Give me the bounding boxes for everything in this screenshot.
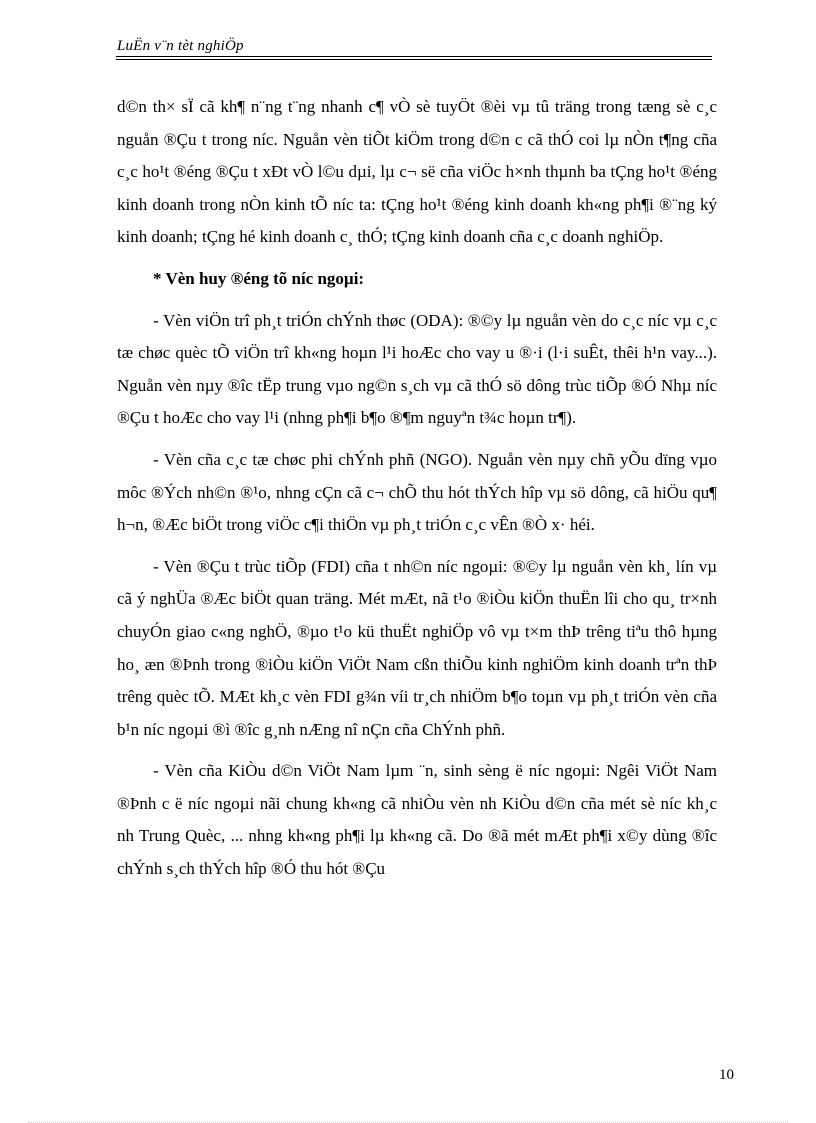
page-body (117, 91, 717, 895)
section-heading-foreign-capital: * Vèn huy ®éng tõ níc ngoµi: (153, 268, 365, 288)
paragraph-savings-continuation: d©n th× sÏ cã kh¶ n¨ng t¨ng nhanh c¶ vÒ sè tuyÖt ®èi vµ tû träng trong tæng sè c¸c nguån ®Çu t trong níc. Nguån vèn tiÕt kiÖm trong d©n c cã thÓ coi lµ nÒn t¶ng cña c¸c ho¹t ®éng ®Çu t xÐt vÒ l©u dµi, lµ c¬ së cña viÖc h×nh thµnh ba tÇng ho¹t ®éng kinh doanh trong nÒn kinh tÕ níc ta: tÇng ho¹t ®éng kinh doanh kh«ng ph¶i ®¨ng ký kinh doanh; tÇng hé kinh doanh c¸ thÓ; tÇng kinh doanh cña c¸c doanh nghiÖp. (117, 97, 717, 247)
running-header: LuËn v¨n tèt nghiÖp (117, 38, 244, 54)
header-rule-double (116, 59, 712, 60)
page-number: 10 (719, 1067, 734, 1083)
paragraph-ngo: - Vèn cña c¸c tæ chøc phi chÝnh phñ (NGO). Nguån vèn nµy chñ yÕu dïng vµo môc ®Ých nh©n ®¹o, nhng cÇn cã c¬ chÕ thu hót thÝch hîp vµ sö dông, cã hiÖu qu¶ h¬n, ®Æc biÖt trong viÖc c¶i thiÖn vµ ph¸t triÓn c¸c vÊn ®Ò x· héi. (117, 449, 717, 535)
paragraph-overseas-vietnamese: - Vèn cña KiÒu d©n ViÖt Nam lµm ¨n, sinh sèng ë níc ngoµi: Ngêi ViÖt Nam ®Þnh c ë níc ngoµi nãi chung kh«ng cã nhiÒu vèn nh KiÒu d©n cña mét sè níc kh¸c nh Trung Quèc, ... nhng kh«ng ph¶i lµ kh«ng cã. Do ®ã mét mÆt ph¶i x©y dùng ®îc chÝnh s¸ch thÝch hîp ®Ó thu hót ®Çu (117, 761, 717, 879)
paragraph-oda: - Vèn viÖn trî ph¸t triÓn chÝnh thøc (ODA): ®©y lµ nguån vèn do c¸c níc vµ c¸c tæ chøc quèc tÕ viÖn trî kh«ng hoµn l¹i hoÆc cho vay u ®·i (l·i suÊt, thêi h¹n vay...). Nguån vèn nµy ®îc tËp trung vµo ng©n s¸ch vµ cã thÓ sö dông trùc tiÕp ®Ó Nhµ níc ®Çu t hoÆc cho vay l¹i (nhng ph¶i b¶o ®¶m nguyªn t¾c hoµn tr¶). (117, 310, 717, 428)
header-rule (116, 56, 712, 57)
paragraph-fdi: - Vèn ®Çu t trùc tiÕp (FDI) cña t nh©n níc ngoµi: ®©y lµ nguån vèn kh¸ lín vµ cã ý nghÜa ®Æc biÖt quan träng. Mét mÆt, nã t¹o ®iÒu kiÖn thuËn lîi cho qu¸ tr×nh chuyÓn giao c«ng nghÖ, ®µo t¹o kü thuËt nghiÖp vô vµ t×m thÞ trêng tiªu thô hµng ho¸ æn ®Þnh trong ®iÒu kiÖn ViÖt Nam cßn thiÕu kinh nghiÖm kinh doanh trªn thÞ trêng quèc tÕ. MÆt kh¸c vèn FDI g¾n víi tr¸ch nhiÖm b¶o toµn vµ ph¸t triÓn vèn cña b¹n níc ngoµi ®ì ®îc g¸nh nÆng nî nÇn cña ChÝnh phñ. (117, 556, 717, 739)
